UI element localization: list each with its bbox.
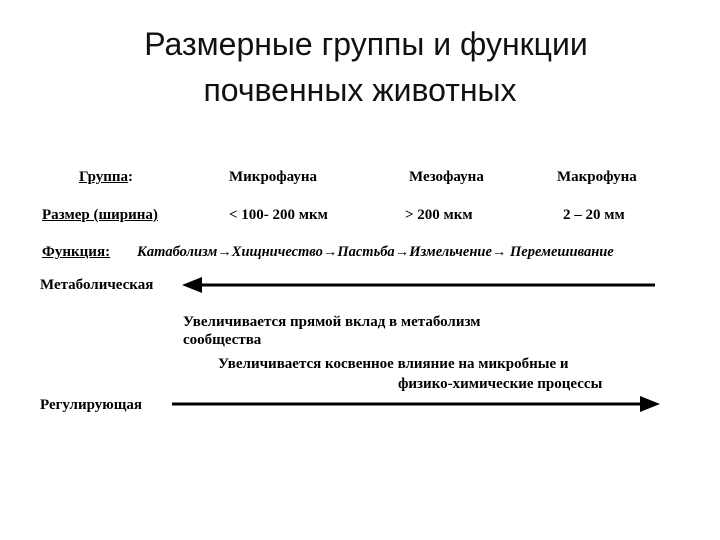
- regulatory-arrow-right-icon: [172, 396, 660, 412]
- function-catabolism: Катаболизм: [137, 244, 218, 260]
- function-predation: Хищничество: [231, 244, 323, 260]
- group-label-text: Группа: [79, 169, 129, 185]
- function-shredding: Измельчение: [409, 244, 492, 260]
- metabolic-label: Метаболическая: [40, 277, 154, 293]
- metabolic-note-line-1: Увеличивается прямой вклад в метаболизм: [183, 314, 481, 330]
- regulatory-note-line-1: Увеличивается косвенное влияние на микробные и: [218, 356, 569, 372]
- size-macrofauna: 2 – 20 мм: [563, 207, 625, 223]
- group-label-colon: :: [128, 169, 134, 185]
- group-microfauna: Микрофауна: [229, 169, 318, 185]
- slide-title-line-1: Размерные группы и функции: [144, 26, 588, 62]
- slide-title-line-2: почвенных животных: [203, 72, 517, 108]
- size-label: Размер (ширина): [42, 207, 158, 223]
- arrow-right-icon: →: [217, 244, 232, 260]
- size-mesofauna: > 200 мкм: [405, 207, 473, 223]
- group-mesofauna: Мезофауна: [409, 169, 484, 185]
- group-macrofauna: Макрофуна: [557, 169, 637, 185]
- arrow-right-icon: →: [491, 244, 507, 260]
- function-grazing: Пастьба: [337, 244, 395, 260]
- function-label: Функция:: [42, 244, 111, 260]
- regulatory-note-line-2: физико-химические процессы: [398, 376, 603, 392]
- size-microfauna: < 100- 200 мкм: [229, 207, 328, 223]
- regulatory-label: Регулирующая: [40, 397, 143, 413]
- arrow-right-icon: →: [322, 244, 338, 260]
- arrow-right-icon: →: [394, 244, 410, 260]
- metabolic-arrow-left-icon: [182, 277, 655, 293]
- function-mixing: Перемешивание: [510, 244, 614, 260]
- metabolic-note-line-2: сообщества: [183, 332, 262, 348]
